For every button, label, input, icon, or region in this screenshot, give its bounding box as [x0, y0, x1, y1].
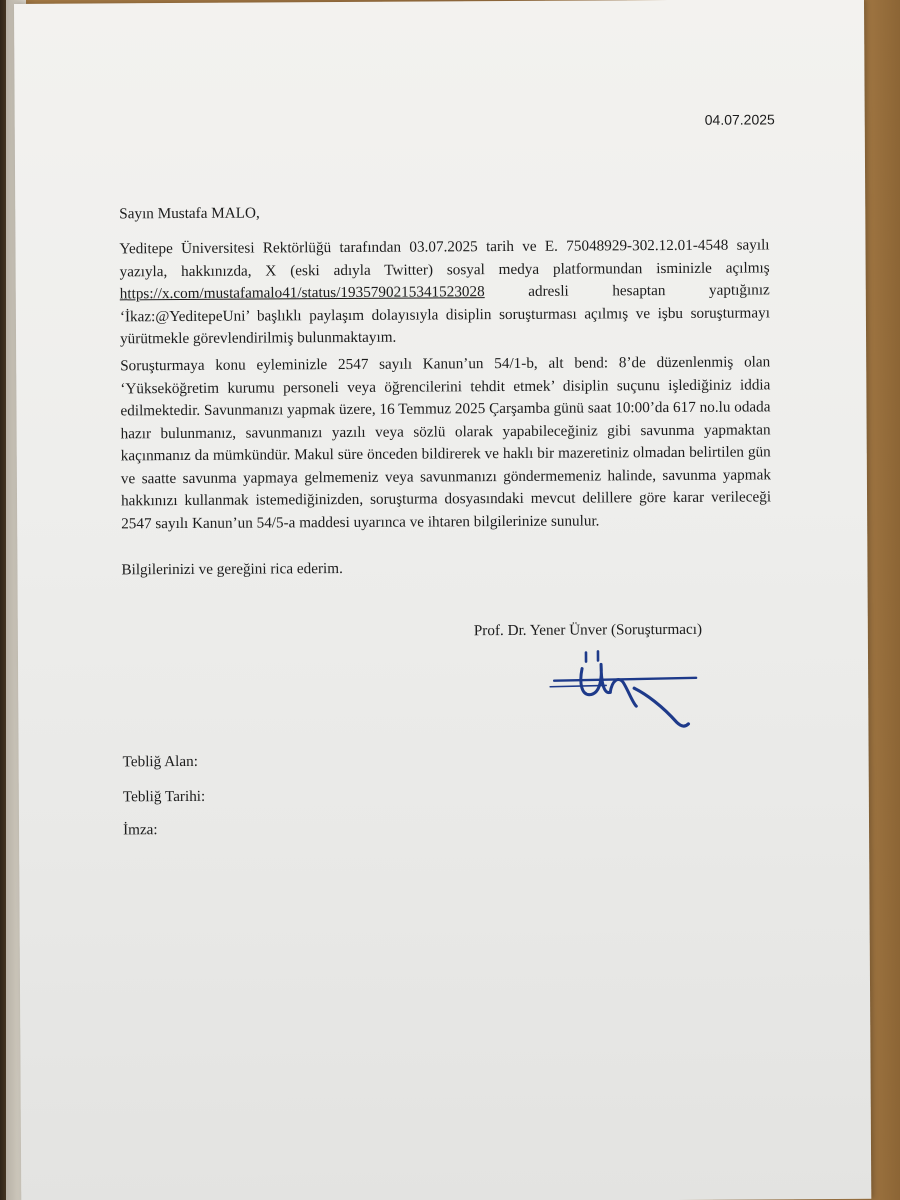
recipient-field: Tebliğ Alan:: [122, 752, 198, 771]
letter-page: [14, 0, 871, 1200]
handwritten-signature: [546, 642, 707, 733]
paragraph1-text-after-link: adresli hesaptan yaptığınız ‘İkaz:@YeditepeUni’ başlıklı paylaşım dolayısıyla disiplin soruşturması açılmış ve işbu soruşturmayı yürütmekle görevlendirilmiş bulunmaktayım.: [119, 281, 770, 348]
tweet-link: https://x.com/mustafamalo41/status/1935790215341523028: [119, 283, 485, 303]
signature-field: İmza:: [122, 821, 158, 839]
paragraph-allegation-and-defense: Soruşturmaya konu eyleminizle 2547 sayılı Kanun’un 54/1-b, alt bend: 8’de düzenlenmiş olan ‘Yükseköğretim kurumu personeli veya öğrencilerini tehdit etmek’ disiplin suçunu işlediğiniz iddia edilmektedir. Savunmanızı yapmak üzere, 16 Temmuz 2025 Çarşamba günü saat 10:00’da 617 no.lu odada hazır bulunmanız, savunmanızı yazılı veya sözlü olarak yapabileceğiniz gibi savunma yapmaktan kaçınmanız da mümkündür. Makul süre önceden bildirerek ve haklı bir mazeretiniz olmadan belirtilen gün ve saatte savunma yapmaya gelmemeniz veya savunmanızı göndermemeniz halinde, savunma yapmak hakkınızı kullanmak istemediğinizden, soruşturma dosyasındaki mevcut delillere göre karar verileceği 2547 sayılı Kanun’un 54/5-a maddesi uyarınca ve ihtaren bilgilerinize sunulur.: [120, 353, 772, 532]
notification-date-field: Tebliğ Tarihi:: [122, 787, 206, 806]
paragraph-investigation-notice: [119, 234, 770, 350]
salutation: Sayın Mustafa MALO,: [119, 204, 260, 223]
letter-date: 04.07.2025: [704, 111, 775, 128]
paragraph1-text-before-link: Yeditepe Üniversitesi Rektörlüğü tarafından 03.07.2025 tarih ve E. 75048929-302.12.01-4548 sayılı yazıyla, hakkınızda, X (eski adıyla Twitter) sosyal medya platformundan isminizle açılmış: [119, 236, 770, 280]
signer-name: Prof. Dr. Yener Ünver (Soruşturmacı): [473, 620, 703, 640]
closing-line: Bilgilerinizi ve gereğini rica ederim.: [121, 560, 343, 579]
